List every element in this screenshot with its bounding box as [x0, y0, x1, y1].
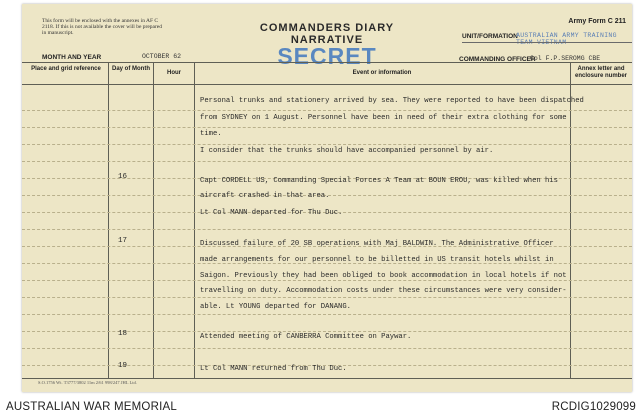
column-header-hour: Hour: [167, 70, 181, 76]
event-line: from SYDNEY on 1 August. Personnel have been in need of their extra clothing for some: [200, 114, 567, 122]
form-notice: This form will be enclosed with the annexes in AF C 2118. If this is not available the cover will be prepared in manuscript.: [42, 18, 162, 37]
day-of-month: 17: [118, 237, 128, 245]
month-year-label: MONTH AND YEAR: [42, 54, 102, 61]
row-rule: [22, 348, 632, 349]
event-line: able. Lt YOUNG departed for DANANG.: [200, 303, 351, 311]
row-rule: [22, 331, 632, 332]
unit-formation-value: AUSTRALIAN ARMY TRAINING TEAM VIETNAM: [516, 32, 617, 46]
day-of-month: 18: [118, 330, 128, 338]
column-header-place: Place and grid reference: [31, 66, 101, 72]
day-of-month: 19: [118, 362, 128, 370]
table-top-rule: [22, 62, 632, 63]
month-year-value: OCTOBER 62: [142, 53, 182, 60]
form-number: Army Form C 211: [568, 18, 626, 25]
commanding-officer-label: COMMANDING OFFICER: [459, 56, 536, 63]
event-line: Attended meeting of CANBERRA Committee on Paywar.: [200, 333, 412, 341]
diary-sheet: [22, 4, 632, 392]
table-bottom-rule: [22, 378, 632, 379]
event-line: Capt CORDELL US, Commanding Special Forces A Team at BOUN EROU, was killed when his: [200, 177, 558, 185]
event-line: Lt Col MANN returned from Thu Duc.: [200, 365, 347, 373]
unit-underline: [462, 42, 632, 43]
event-line: time.: [200, 130, 222, 138]
column-header-event: Event or information: [352, 70, 412, 76]
secret-stamp: SECRET: [277, 43, 377, 69]
event-line: Personal trunks and stationery arrived by sea. They were reported to have been dispatched: [200, 97, 584, 105]
row-rule: [22, 144, 632, 145]
diary-subtitle: NARRATIVE: [290, 34, 364, 46]
row-rule: [22, 110, 632, 111]
unit-formation-label: UNIT/FORMATION: [462, 33, 518, 40]
event-line: made arrangements for our personnel to be billetted in US transit hotels whilst in: [200, 256, 554, 264]
column-header-annex: Annex letter and enclosure number: [574, 66, 627, 79]
day-of-month: 16: [118, 173, 128, 181]
row-rule: [22, 229, 632, 230]
row-rule: [22, 314, 632, 315]
column-header-day: Day of Month: [112, 66, 150, 72]
printer-imprint: S.O.1756 Wt. T3777/3802 11m 2/61 998/247 JHL Ltd.: [38, 380, 137, 385]
event-line: I consider that the trunks should have accompanied personnel by air.: [200, 147, 494, 155]
archive-reference: RCDIG1029099: [551, 401, 636, 413]
commanding-officer-value: Col F.P.SEROMG CBE: [530, 55, 601, 62]
row-rule: [22, 127, 632, 128]
archive-credit: AUSTRALIAN WAR MEMORIAL: [6, 401, 177, 413]
event-line: Saigon. Previously they had been obliged to book accommodation in local hotels if not: [200, 272, 567, 280]
row-rule: [22, 161, 632, 162]
row-rule: [22, 297, 632, 298]
table-header-rule: [22, 84, 632, 85]
row-rule: [22, 280, 632, 281]
event-line: Discussed failure of 20 SB operations with Maj BALDWIN. The Administrative Officer: [200, 240, 554, 248]
event-line: travelling on duty. Accommodation costs under these circumstances were very consider-: [200, 287, 567, 295]
event-line: Lt Col MANN departed for Thu Duc.: [200, 209, 343, 217]
diary-title: COMMANDERS DIARY: [259, 22, 395, 34]
event-line: aircraft crashed in that area.: [200, 192, 330, 200]
